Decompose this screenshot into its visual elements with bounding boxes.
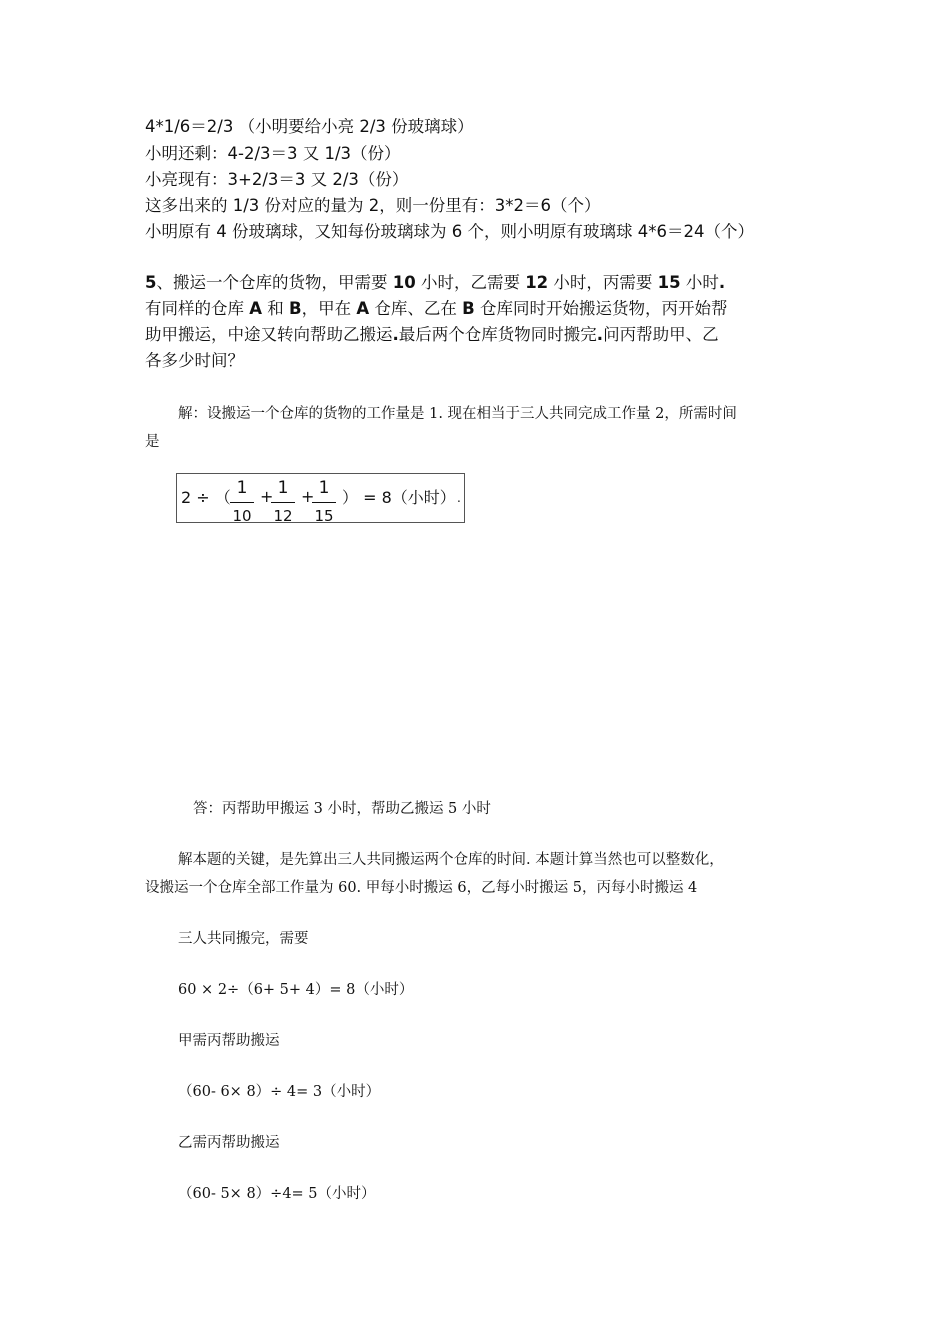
step-2-calc: （60- 6× 8）÷ 4= 3（小时） <box>178 1084 381 1100</box>
problem-line-2 <box>145 301 727 318</box>
formula-plus-1: + <box>260 487 274 506</box>
problem-punct: . <box>596 325 604 344</box>
key-line-2: 设搬运一个仓库全部工作量为 60. 甲每小时搬运 6，乙每小时搬运 5，丙每小时搬运 4 <box>145 880 698 896</box>
step-3-label: 乙需丙帮助搬运 <box>178 1135 280 1151</box>
problem-text: 问丙帮助甲、乙 <box>603 325 719 344</box>
problem-text: 小时，乙需要 <box>415 273 526 292</box>
fraction-3-denominator: 15 <box>314 507 334 525</box>
problem-number: 5 <box>145 273 157 292</box>
prev-line-1: 4*1/6＝2/3 （小明要给小亮 2/3 份玻璃球） <box>145 117 474 136</box>
problem-line-4: 各多少时间？ <box>145 351 244 370</box>
problem-value: B <box>462 299 475 318</box>
problem-text: 、搬运一个仓库的货物，甲需要 <box>156 273 393 292</box>
fraction-3-bar <box>312 502 336 503</box>
prev-line-2: 小明还剩：4-2/3＝3 又 1/3（份） <box>145 144 401 163</box>
prev-line-5: 小明原有 4 份玻璃球，又知每份玻璃球为 6 个，则小明原有玻璃球 4*6＝24（个） <box>145 222 754 241</box>
fraction-1-numerator: 1 <box>236 478 248 498</box>
problem-punct: . <box>718 273 726 292</box>
problem-value: B <box>289 299 302 318</box>
problem-text: 最后两个仓库货物同时搬完 <box>398 325 597 344</box>
formula-image <box>176 473 465 523</box>
problem-line-3 <box>145 327 719 344</box>
fraction-1-denominator: 10 <box>232 507 252 525</box>
answer-line: 答：丙帮助甲搬运 3 小时，帮助乙搬运 5 小时 <box>193 801 491 817</box>
fraction-2-bar <box>271 502 295 503</box>
formula-plus-2: + <box>301 487 315 506</box>
problem-text: 小时 <box>680 273 719 292</box>
prev-line-3: 小亮现有：3+2/3＝3 又 2/3（份） <box>145 170 409 189</box>
problem-line-1 <box>145 275 725 292</box>
problem-text: 和 <box>262 299 290 318</box>
problem-text: 助甲搬运，中途又转向帮助乙搬运 <box>145 325 393 344</box>
prev-line-4: 这多出来的 1/3 份对应的量为 2，则一份里有：3*2＝6（个） <box>145 196 601 215</box>
problem-value: 10 <box>392 273 416 292</box>
problem-text: 有同样的仓库 <box>145 299 250 318</box>
step-2-label: 甲需丙帮助搬运 <box>178 1033 280 1049</box>
fraction-3-numerator: 1 <box>318 478 330 498</box>
formula-trail: . <box>457 491 461 505</box>
fraction-2-numerator: 1 <box>277 478 289 498</box>
problem-value: A <box>356 299 370 318</box>
fraction-1-bar <box>230 502 254 503</box>
formula-suffix: ） = 8（小时） <box>342 488 456 507</box>
step-3-calc: （60- 5× 8）÷4= 5（小时） <box>178 1186 376 1202</box>
problem-text: 小时，丙需要 <box>548 273 658 292</box>
solution-intro-2: 是 <box>145 434 160 450</box>
problem-value: 12 <box>525 273 549 292</box>
key-line-1: 解本题的关键，是先算出三人共同搬运两个仓库的时间. 本题计算当然也可以整数化， <box>178 852 724 868</box>
problem-text: ，甲在 <box>301 299 357 318</box>
problem-value: 15 <box>657 273 681 292</box>
solution-intro-1: 解：设搬运一个仓库的货物的工作量是 1. 现在相当于三人共同完成工作量 2，所需时间 <box>178 406 737 422</box>
problem-value: A <box>249 299 263 318</box>
fraction-2-denominator: 12 <box>273 507 293 525</box>
step-1-label: 三人共同搬完，需要 <box>178 931 309 947</box>
problem-text: 仓库同时开始搬运货物，丙开始帮 <box>474 299 728 318</box>
step-1-calc: 60 × 2÷（6+ 5+ 4）= 8（小时） <box>178 982 414 998</box>
problem-punct: . <box>392 325 399 344</box>
formula-prefix: 2 ÷ （ <box>181 488 231 507</box>
problem-text: 仓库、乙在 <box>369 299 463 318</box>
